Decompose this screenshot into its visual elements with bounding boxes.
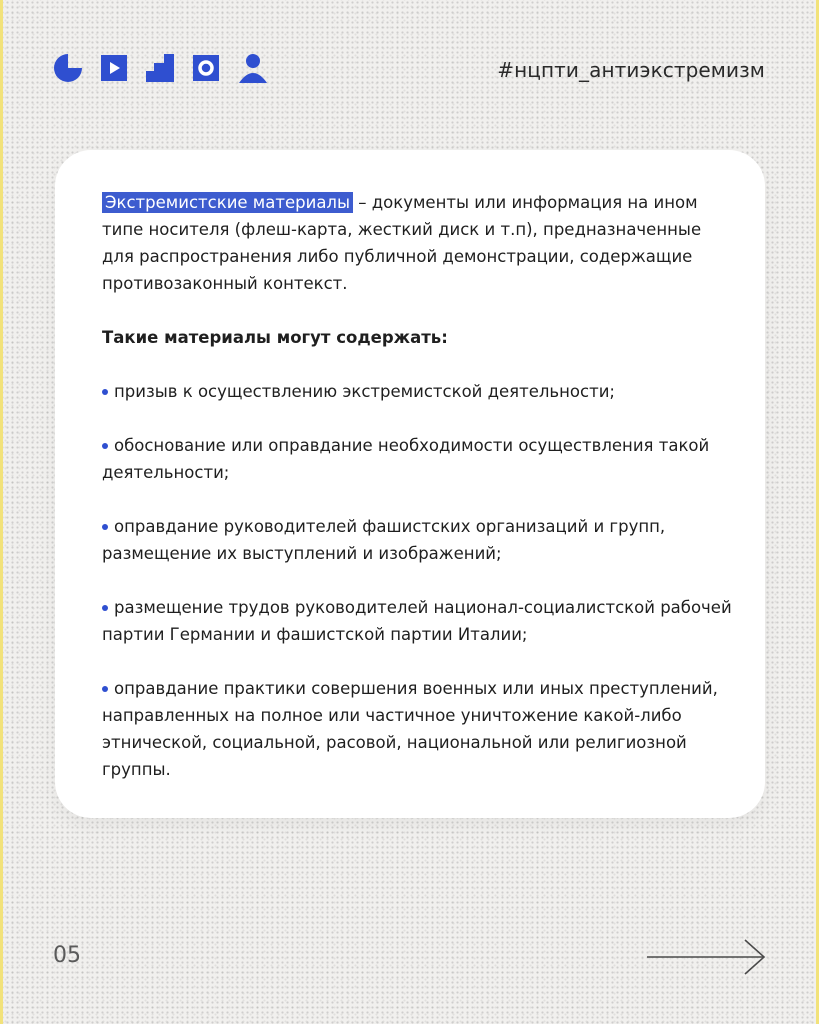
list-item bbox=[102, 513, 732, 567]
hashtag: #нцпти_антиэкстремизм bbox=[497, 58, 765, 82]
list-item-text: оправдание руководителей фашистских организаций и групп, размещение их выступлений и изображений; bbox=[102, 517, 666, 563]
left-border bbox=[0, 0, 3, 1024]
list-item-text: размещение трудов руководителей национал-социалистской рабочей партии Германии и фашистской партии Италии; bbox=[102, 598, 732, 644]
list-heading: Такие материалы могут содержать: bbox=[102, 328, 448, 347]
list-item-text: призыв к осуществлению экстремистской деятельности; bbox=[114, 382, 615, 401]
bullet-dot-icon bbox=[102, 524, 108, 530]
bullet-dot-icon bbox=[102, 443, 108, 449]
card-text bbox=[102, 189, 732, 783]
play-square-icon bbox=[101, 55, 127, 81]
arrow-right-icon bbox=[645, 937, 769, 977]
circle-quarter-icon bbox=[54, 54, 82, 82]
list-item bbox=[102, 594, 732, 648]
highlighted-term: Экстремистские материалы bbox=[102, 192, 353, 213]
list-item-text: обоснование или оправдание необходимости осуществления такой деятельности; bbox=[102, 436, 710, 482]
ring-square-icon bbox=[193, 55, 219, 81]
definition-paragraph bbox=[102, 189, 732, 297]
definition-text: – документы или информация на ином типе носителя (флеш-карта, жесткий диск и т.п), предназначенные для распространения либо публичной демонстрации, содержащие противозаконный контекст. bbox=[102, 193, 702, 293]
bullet-list bbox=[102, 378, 732, 783]
steps-icon bbox=[146, 54, 174, 82]
list-item bbox=[102, 378, 732, 405]
bullet-dot-icon bbox=[102, 389, 108, 395]
person-icon bbox=[239, 54, 267, 83]
content-card bbox=[55, 150, 765, 818]
page-number: 05 bbox=[53, 943, 81, 968]
logo bbox=[53, 53, 269, 83]
list-item-text: оправдание практики совершения военных или иных преступлений, направленных на полное или частичное уничтожение какой-либо этнической, социальной, расовой, национальной или религиозной группы. bbox=[102, 679, 718, 779]
list-item bbox=[102, 432, 732, 486]
bullet-dot-icon bbox=[102, 605, 108, 611]
list-item bbox=[102, 675, 732, 783]
next-arrow-button[interactable] bbox=[645, 937, 769, 977]
bullet-dot-icon bbox=[102, 686, 108, 692]
